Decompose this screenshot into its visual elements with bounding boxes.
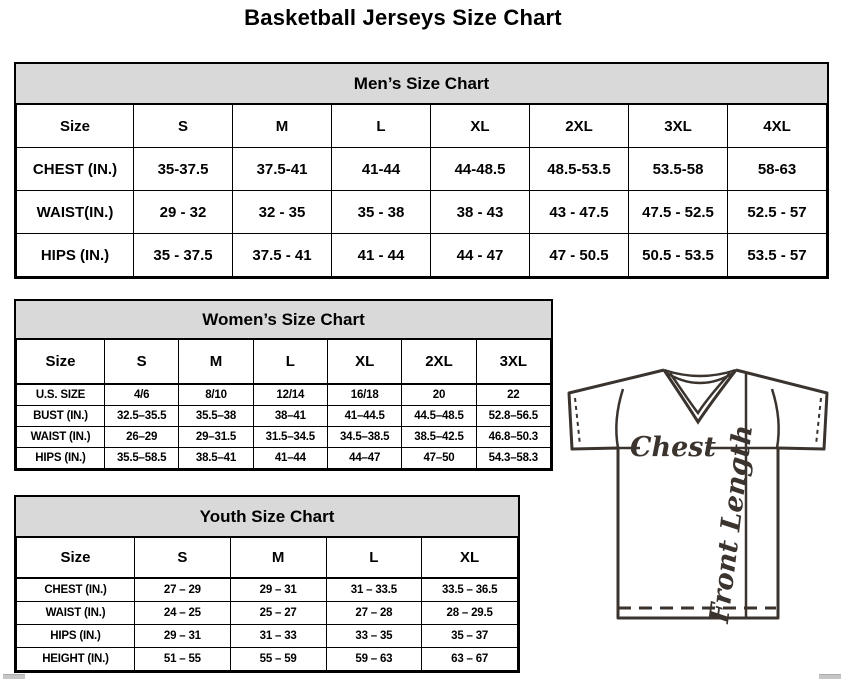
cell: 47 - 50.5 <box>530 234 629 277</box>
col-header: S <box>135 538 231 579</box>
cell: 41–44 <box>253 448 327 469</box>
womens-size-chart <box>14 299 553 471</box>
row-label: U.S. SIZE <box>17 384 105 406</box>
row-label: HIPS (IN.) <box>17 448 105 469</box>
col-header: M <box>233 105 332 148</box>
cell: 52.8–56.5 <box>476 406 550 427</box>
table-header-row <box>17 105 827 148</box>
table-row <box>17 648 518 671</box>
table-row <box>17 625 518 648</box>
cell: 58-63 <box>728 148 827 191</box>
cell: 34.5–38.5 <box>327 427 401 448</box>
scrollbar-fragment-right <box>819 674 841 679</box>
row-label: HIPS (IN.) <box>17 625 135 648</box>
cell: 8/10 <box>179 384 253 406</box>
size-col-header: Size <box>17 105 134 148</box>
right-cuff-dashed-line-icon <box>816 398 821 445</box>
cell: 47.5 - 52.5 <box>629 191 728 234</box>
mens-table <box>16 104 827 277</box>
cell: 26–29 <box>105 427 179 448</box>
womens-chart-header: Women’s Size Chart <box>16 301 551 339</box>
cell: 44 - 47 <box>431 234 530 277</box>
row-label: WAIST (IN.) <box>17 427 105 448</box>
col-header: 2XL <box>402 340 476 385</box>
cell: 48.5-53.5 <box>530 148 629 191</box>
cell: 53.5 - 57 <box>728 234 827 277</box>
cell: 35 - 37.5 <box>134 234 233 277</box>
cell: 31 – 33 <box>230 625 326 648</box>
cell: 38 - 43 <box>431 191 530 234</box>
col-header: 4XL <box>728 105 827 148</box>
cell: 37.5-41 <box>233 148 332 191</box>
womens-table <box>16 339 551 469</box>
cell: 53.5-58 <box>629 148 728 191</box>
cell: 35.5–38 <box>179 406 253 427</box>
cell: 24 – 25 <box>135 602 231 625</box>
table-row <box>17 406 551 427</box>
row-label: CHEST (IN.) <box>17 148 134 191</box>
cell: 63 – 67 <box>422 648 518 671</box>
cell: 47–50 <box>402 448 476 469</box>
cell: 44–47 <box>327 448 401 469</box>
left-armhole-seam-icon <box>616 389 623 448</box>
cell: 16/18 <box>327 384 401 406</box>
cell: 41-44 <box>332 148 431 191</box>
col-header: 3XL <box>629 105 728 148</box>
cell: 35-37.5 <box>134 148 233 191</box>
page-title: Basketball Jerseys Size Chart <box>244 5 562 30</box>
cell: 27 – 28 <box>326 602 422 625</box>
cell: 41–44.5 <box>327 406 401 427</box>
cell: 41 - 44 <box>332 234 431 277</box>
cell: 31 – 33.5 <box>326 578 422 602</box>
cell: 44-48.5 <box>431 148 530 191</box>
cell: 33 – 35 <box>326 625 422 648</box>
table-row <box>17 148 827 191</box>
cell: 28 – 29.5 <box>422 602 518 625</box>
cell: 55 – 59 <box>230 648 326 671</box>
cell: 20 <box>402 384 476 406</box>
cell: 37.5 - 41 <box>233 234 332 277</box>
cell: 32.5–35.5 <box>105 406 179 427</box>
cell: 32 - 35 <box>233 191 332 234</box>
cell: 44.5–48.5 <box>402 406 476 427</box>
row-label: HEIGHT (IN.) <box>17 648 135 671</box>
collar-back-arc-icon <box>664 370 736 376</box>
cell: 29 – 31 <box>135 625 231 648</box>
size-col-header: Size <box>17 340 105 385</box>
col-header: XL <box>422 538 518 579</box>
table-row <box>17 427 551 448</box>
col-header: L <box>326 538 422 579</box>
table-row <box>17 234 827 277</box>
cell: 31.5–34.5 <box>253 427 327 448</box>
size-col-header: Size <box>17 538 135 579</box>
right-armhole-seam-icon <box>772 389 779 448</box>
youth-size-chart <box>14 495 520 673</box>
youth-chart-header: Youth Size Chart <box>16 497 518 537</box>
col-header: 3XL <box>476 340 550 385</box>
cell: 27 – 29 <box>135 578 231 602</box>
table-header-row <box>17 340 551 385</box>
cell: 29 – 31 <box>230 578 326 602</box>
jersey-outline-icon <box>569 370 827 618</box>
cell: 35 - 38 <box>332 191 431 234</box>
row-label: BUST (IN.) <box>17 406 105 427</box>
cell: 4/6 <box>105 384 179 406</box>
cell: 29 - 32 <box>134 191 233 234</box>
cell: 38–41 <box>253 406 327 427</box>
table-row <box>17 578 518 602</box>
chest-label: Chest <box>630 432 716 463</box>
row-label: WAIST (IN.) <box>17 602 135 625</box>
col-header: XL <box>431 105 530 148</box>
cell: 25 – 27 <box>230 602 326 625</box>
cell: 51 – 55 <box>135 648 231 671</box>
mens-chart-header: Men’s Size Chart <box>16 64 827 104</box>
col-header: L <box>253 340 327 385</box>
col-header: S <box>105 340 179 385</box>
table-row <box>17 602 518 625</box>
youth-table <box>16 537 518 671</box>
mens-size-chart <box>14 62 829 279</box>
cell: 22 <box>476 384 550 406</box>
cell: 43 - 47.5 <box>530 191 629 234</box>
col-header: M <box>230 538 326 579</box>
table-row <box>17 448 551 469</box>
cell: 46.8–50.3 <box>476 427 550 448</box>
cell: 35.5–58.5 <box>105 448 179 469</box>
cell: 38.5–42.5 <box>402 427 476 448</box>
cell: 52.5 - 57 <box>728 191 827 234</box>
col-header: L <box>332 105 431 148</box>
col-header: M <box>179 340 253 385</box>
row-label: WAIST(IN.) <box>17 191 134 234</box>
scrollbar-fragment-left <box>3 674 25 679</box>
cell: 38.5–41 <box>179 448 253 469</box>
row-label: CHEST (IN.) <box>17 578 135 602</box>
table-row <box>17 191 827 234</box>
cell: 12/14 <box>253 384 327 406</box>
row-label: HIPS (IN.) <box>17 234 134 277</box>
table-header-row <box>17 538 518 579</box>
cell: 59 – 63 <box>326 648 422 671</box>
col-header: XL <box>327 340 401 385</box>
cell: 33.5 – 36.5 <box>422 578 518 602</box>
cell: 29–31.5 <box>179 427 253 448</box>
cell: 50.5 - 53.5 <box>629 234 728 277</box>
col-header: 2XL <box>530 105 629 148</box>
table-row <box>17 384 551 406</box>
col-header: S <box>134 105 233 148</box>
cell: 35 – 37 <box>422 625 518 648</box>
front-length-label: Front Length <box>704 423 760 625</box>
left-cuff-dashed-line-icon <box>575 398 580 445</box>
jersey-measurement-diagram <box>556 360 843 632</box>
cell: 54.3–58.3 <box>476 448 550 469</box>
